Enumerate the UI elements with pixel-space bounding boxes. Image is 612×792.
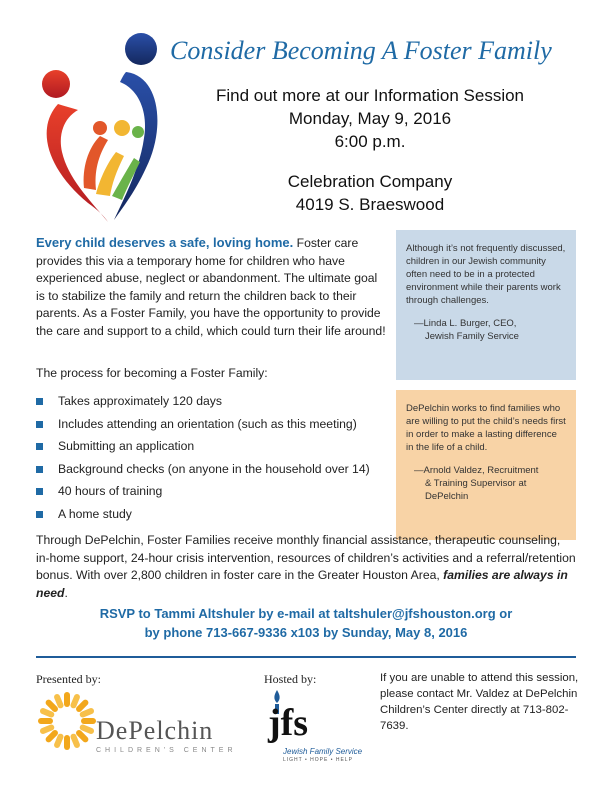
contact-note: If you are unable to attend this session, please contact Mr. Valdez at DePelchin Children’s Center directly at 713-802-7639. — [380, 672, 579, 732]
event-date: Monday, May 9, 2016 — [288, 109, 452, 128]
foster-family-heart-logo — [28, 28, 178, 228]
blue-circle-icon — [125, 33, 157, 65]
attribution-line: —Linda L. Burger, CEO, — [414, 318, 517, 329]
figure-red-head — [93, 121, 107, 135]
process-steps-list — [36, 394, 370, 529]
list-item — [36, 462, 370, 485]
step-text: Submitting an application — [58, 439, 195, 453]
quote-box-valdez — [396, 390, 576, 540]
bullet-square-icon — [36, 421, 43, 428]
step-text: Takes approximately 120 days — [58, 394, 222, 408]
bullet-square-icon — [36, 398, 43, 405]
bullet-square-icon — [36, 466, 43, 473]
presented-by-label: Presented by: — [36, 672, 101, 686]
bullet-square-icon — [36, 488, 43, 495]
list-item — [36, 394, 370, 417]
benefits-end: . — [64, 585, 68, 600]
quote-text: Although it’s not frequently discussed, children in our Jewish community often need to be in a protected environment while their parents work through challenges. — [406, 243, 566, 306]
quote-attribution — [406, 317, 566, 343]
event-line: Find out more at our Information Session — [215, 86, 525, 105]
divider — [36, 656, 576, 658]
list-item — [36, 484, 370, 507]
attribution-line: DePelchin — [425, 491, 469, 502]
event-time: 6:00 p.m. — [334, 132, 406, 151]
red-circle-icon — [42, 70, 70, 98]
step-text: Background checks (on anyone in the household over 14) — [58, 461, 370, 476]
figure-green-head — [132, 126, 144, 138]
rsvp-phone-line: by phone 713-667-9336 x103 by Sunday, May 8, 2016 — [144, 625, 468, 640]
depelchin-sun-icon — [36, 690, 98, 752]
attribution-line: Jewish Family Service — [425, 331, 519, 342]
hosted-by-label: Hosted by: — [264, 672, 317, 686]
list-item — [36, 417, 370, 440]
bullet-square-icon — [36, 443, 43, 450]
figure-yellow-head — [114, 120, 130, 136]
jfs-logo-tagline: LIGHT • HOPE • HELP — [283, 757, 353, 763]
venue-address: 4019 S. Braeswood — [295, 195, 445, 214]
quote-box-burger — [396, 230, 576, 380]
list-item — [36, 507, 370, 530]
attribution-line: & Training Supervisor at — [425, 478, 527, 489]
depelchin-logo-name: DePelchin — [96, 716, 214, 745]
list-item — [36, 439, 370, 462]
rsvp-block — [36, 604, 576, 642]
page-title: Consider Becoming A Foster Family — [170, 36, 552, 65]
process-heading: The process for becoming a Foster Family: — [36, 366, 268, 380]
jfs-logo-text: jfs — [268, 702, 309, 744]
venue-details — [180, 170, 560, 216]
venue-name: Celebration Company — [287, 172, 453, 191]
intro-paragraph — [36, 234, 386, 340]
intro-lead: Every child deserves a safe, loving home. — [36, 235, 294, 250]
depelchin-logo-subtitle: CHILDREN'S CENTER — [96, 747, 237, 754]
rsvp-email-line: RSVP to Tammi Altshuler by e-mail at taltshuler@jfshouston.org or — [99, 606, 513, 621]
bullet-square-icon — [36, 511, 43, 518]
attribution-line: —Arnold Valdez, Recruitment — [414, 465, 539, 476]
step-text: 40 hours of training — [58, 484, 163, 498]
benefits-paragraph — [36, 532, 576, 602]
benefits-emphasis: families are always in need — [36, 568, 568, 600]
jfs-logo-name: Jewish Family Service — [283, 747, 363, 756]
benefits-text: Through DePelchin, Foster Families receive monthly financial assistance, therapeutic counseling, in-home support, 24-hour crisis intervention, resources of children’s activities and a referral/retention bonus. With over 2,800 children in foster care in the Greater Houston Area, — [36, 533, 576, 582]
step-text: A home study — [58, 506, 132, 521]
quote-attribution — [406, 464, 566, 503]
quote-text: DePelchin works to find families who are willing to put the child’s needs first in order to make a lasting difference in the life of a child. — [406, 403, 566, 453]
event-details — [180, 84, 560, 153]
step-text: Includes attending an orientation (such as this meeting) — [58, 416, 357, 431]
intro-text: Foster care provides this via a temporary home for children who have experienced abuse, neglect or abandonment. The ultimate goal is to stabilize the family and return the children back to their parents. As a Foster Family, you have the opportunity to provide the care and support to a child, which could turn their life around! — [36, 236, 386, 338]
